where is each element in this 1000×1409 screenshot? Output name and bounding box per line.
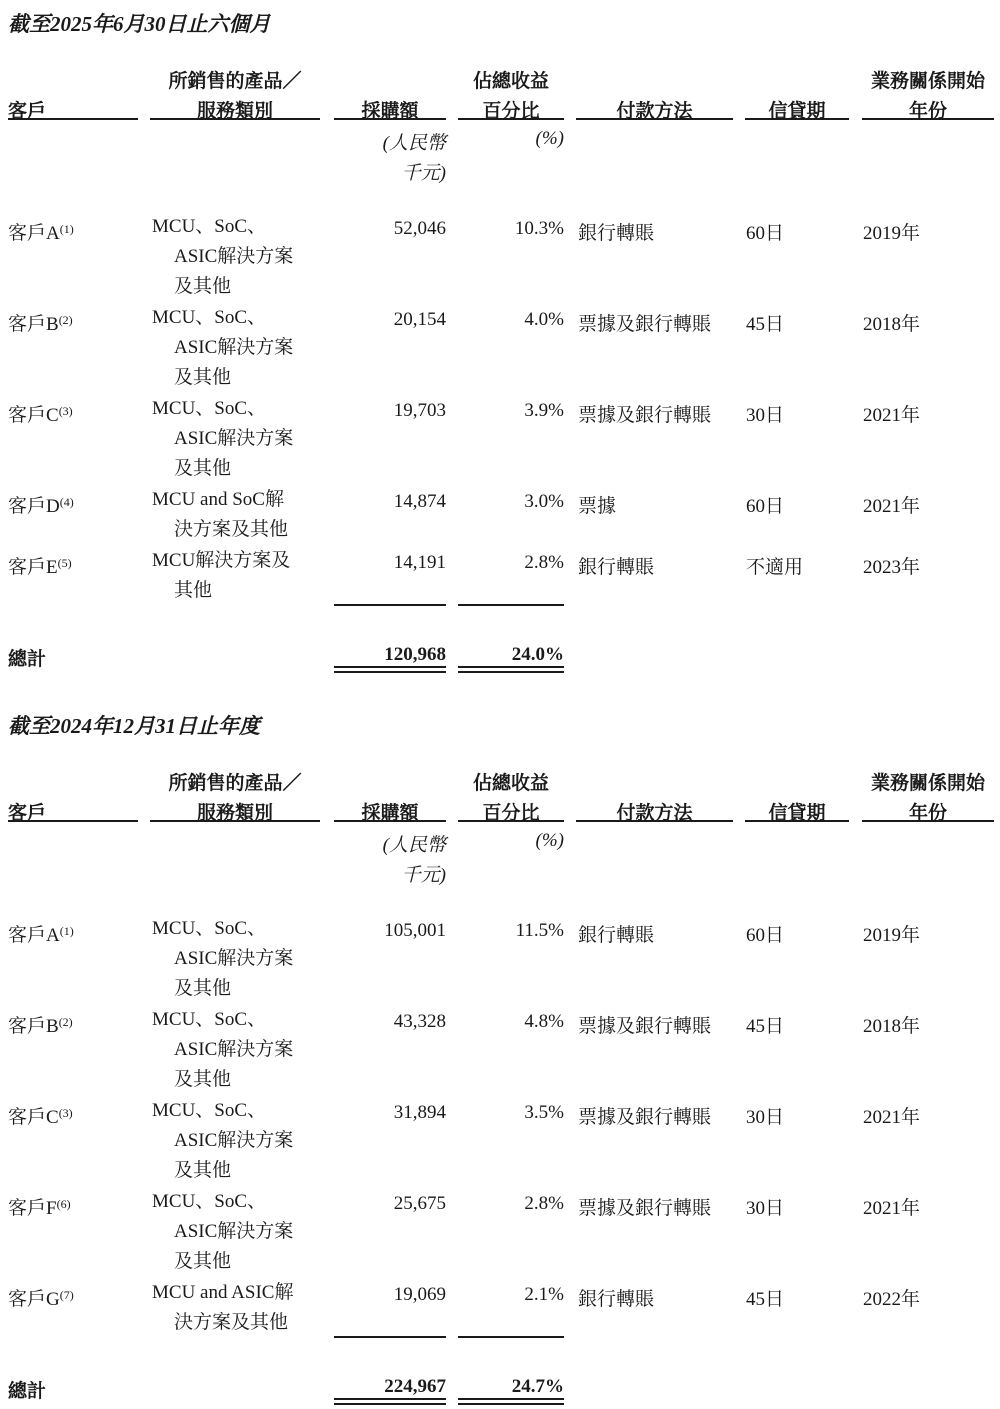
payment-method: 票據及銀行轉賬 <box>578 405 712 426</box>
customer-label: 客戶C <box>8 405 59 426</box>
footnote-ref[interactable]: (2) <box>58 313 73 327</box>
customer-name <box>8 1011 73 1038</box>
unit-percentage: (%) <box>535 128 564 149</box>
total-percentage: 24.0% <box>511 644 564 665</box>
purchase-amount: 19,703 <box>393 400 446 421</box>
credit-period: 60日 <box>746 496 785 517</box>
footnote-ref[interactable]: (6) <box>56 1197 71 1211</box>
header-credit-period: 信貸期 <box>768 803 826 824</box>
total-amount: 120,968 <box>384 644 446 665</box>
subtotal-rule <box>334 604 446 606</box>
header-rule <box>334 118 446 120</box>
unit-purchase: 千元) <box>401 865 446 886</box>
header-credit-period: 信貸期 <box>768 101 826 122</box>
purchase-amount: 43,328 <box>393 1011 446 1032</box>
relationship-start-year: 2021年 <box>863 405 921 426</box>
header-relationship-start: 年份 <box>908 803 947 824</box>
header-relationship-start: 業務關係開始 <box>870 773 985 794</box>
revenue-percentage: 3.0% <box>524 491 564 512</box>
payment-method: 票據及銀行轉賬 <box>578 1016 712 1037</box>
customer-name <box>8 218 74 245</box>
footnote-ref[interactable]: (2) <box>58 1015 73 1029</box>
header-percentage: 百分比 <box>482 803 540 824</box>
category-line: ASIC解決方案 <box>174 1130 294 1151</box>
header-customer: 客戶 <box>8 803 47 824</box>
category-line: 決方案及其他 <box>174 519 289 540</box>
footnote-ref[interactable]: (7) <box>59 1288 74 1302</box>
revenue-percentage: 3.9% <box>524 400 564 421</box>
header-rule <box>458 118 564 120</box>
product-category <box>152 1005 293 1095</box>
footnote-ref[interactable]: (4) <box>59 495 74 509</box>
header-rule <box>576 820 733 822</box>
header-relationship-start: 年份 <box>908 101 947 122</box>
payment-method: 銀行轉賬 <box>578 557 655 578</box>
payment-method: 銀行轉賬 <box>578 1289 655 1310</box>
footnote-ref[interactable]: (1) <box>59 924 74 938</box>
header-customer: 客戶 <box>8 101 47 122</box>
customer-name <box>8 1102 73 1129</box>
customer-label: 客戶A <box>8 223 60 244</box>
purchase-amount: 20,154 <box>393 309 446 330</box>
customer-name <box>8 1193 71 1220</box>
payment-method: 銀行轉賬 <box>578 925 655 946</box>
header-percentage: 百分比 <box>482 101 540 122</box>
revenue-percentage: 2.1% <box>524 1284 564 1305</box>
relationship-start-year: 2018年 <box>863 314 921 335</box>
header-rule <box>745 118 849 120</box>
category-line: MCU、SoC、 <box>152 918 267 939</box>
unit-purchase: 千元) <box>401 163 446 184</box>
category-line: ASIC解決方案 <box>174 1221 294 1242</box>
credit-period: 不適用 <box>746 557 804 578</box>
customer-name <box>8 309 73 336</box>
product-category <box>152 1096 293 1186</box>
credit-period: 45日 <box>746 1289 785 1310</box>
customer-label: 客戶B <box>8 1016 59 1037</box>
unit-purchase: (人民幣 <box>382 835 446 856</box>
category-line: MCU and ASIC解 <box>152 1282 294 1303</box>
category-line: MCU and SoC解 <box>152 489 284 510</box>
product-category <box>152 1278 293 1338</box>
category-line: MCU、SoC、 <box>152 1191 267 1212</box>
payment-method: 票據及銀行轉賬 <box>578 314 712 335</box>
payment-method: 票據 <box>578 496 617 517</box>
category-line: 及其他 <box>174 1069 232 1090</box>
header-rule <box>150 820 320 822</box>
header-category: 服務類別 <box>196 803 273 824</box>
header-purchase-amount: 採購額 <box>361 101 419 122</box>
unit-purchase: (人民幣 <box>382 133 446 154</box>
customer-label: 客戶D <box>8 496 60 517</box>
relationship-start-year: 2023年 <box>863 557 921 578</box>
customer-name <box>8 1284 74 1311</box>
total-double-rule <box>334 1398 446 1405</box>
total-double-rule <box>334 666 446 673</box>
product-category <box>152 485 288 545</box>
category-line: ASIC解決方案 <box>174 428 294 449</box>
revenue-percentage: 3.5% <box>524 1102 564 1123</box>
total-label: 總計 <box>8 649 47 670</box>
header-purchase-amount: 採購額 <box>361 803 419 824</box>
payment-method: 銀行轉賬 <box>578 223 655 244</box>
customer-label: 客戶F <box>8 1198 57 1219</box>
customer-label: 客戶B <box>8 314 59 335</box>
purchase-amount: 19,069 <box>393 1284 446 1305</box>
revenue-percentage: 11.5% <box>515 920 564 941</box>
credit-period: 60日 <box>746 223 785 244</box>
customer-name <box>8 920 74 947</box>
subtotal-rule <box>458 1336 564 1338</box>
total-double-rule <box>458 1398 564 1405</box>
category-line: MCU、SoC、 <box>152 398 267 419</box>
total-double-rule <box>458 666 564 673</box>
category-line: 及其他 <box>174 458 232 479</box>
header-rule <box>150 118 320 120</box>
header-rule <box>576 118 733 120</box>
credit-period: 45日 <box>746 314 785 335</box>
category-line: MCU、SoC、 <box>152 216 267 237</box>
revenue-percentage: 4.0% <box>524 309 564 330</box>
credit-period: 30日 <box>746 1198 785 1219</box>
header-rule <box>8 820 138 822</box>
section-title: 截至2025年6月30日止六個月 <box>8 12 271 36</box>
payment-method: 票據及銀行轉賬 <box>578 1198 712 1219</box>
relationship-start-year: 2019年 <box>863 925 921 946</box>
purchase-amount: 105,001 <box>384 920 446 941</box>
revenue-percentage: 4.8% <box>524 1011 564 1032</box>
credit-period: 30日 <box>746 1107 785 1128</box>
footnote-ref[interactable]: (3) <box>58 1106 73 1120</box>
product-category <box>152 1187 293 1277</box>
category-line: 及其他 <box>174 1251 232 1272</box>
header-category: 所銷售的產品／ <box>168 773 302 794</box>
unit-percentage: (%) <box>535 830 564 851</box>
header-percentage: 佔總收益 <box>472 71 549 92</box>
category-line: ASIC解決方案 <box>174 1039 294 1060</box>
credit-period: 30日 <box>746 405 785 426</box>
category-line: 其他 <box>174 580 213 601</box>
category-line: 及其他 <box>174 276 232 297</box>
product-category <box>152 303 293 393</box>
customer-name <box>8 552 72 579</box>
total-amount: 224,967 <box>384 1376 446 1397</box>
category-line: ASIC解決方案 <box>174 948 294 969</box>
footnote-ref[interactable]: (1) <box>59 222 74 236</box>
category-line: ASIC解決方案 <box>174 246 294 267</box>
total-percentage: 24.7% <box>511 1376 564 1397</box>
header-percentage: 佔總收益 <box>472 773 549 794</box>
category-line: ASIC解決方案 <box>174 337 294 358</box>
relationship-start-year: 2022年 <box>863 1289 921 1310</box>
customer-label: 客戶E <box>8 557 58 578</box>
customer-name <box>8 400 73 427</box>
relationship-start-year: 2019年 <box>863 223 921 244</box>
purchase-amount: 52,046 <box>393 218 446 239</box>
header-rule <box>458 820 564 822</box>
payment-method: 票據及銀行轉賬 <box>578 1107 712 1128</box>
product-category <box>152 914 293 1004</box>
relationship-start-year: 2021年 <box>863 1198 921 1219</box>
customer-name <box>8 491 74 518</box>
product-category <box>152 212 293 302</box>
header-payment-method: 付款方法 <box>616 101 693 122</box>
category-line: 及其他 <box>174 367 232 388</box>
purchase-amount: 14,191 <box>393 552 446 573</box>
purchase-amount: 14,874 <box>393 491 446 512</box>
category-line: MCU解決方案及 <box>152 550 291 571</box>
header-category: 所銷售的產品／ <box>168 71 302 92</box>
revenue-percentage: 10.3% <box>514 218 564 239</box>
header-rule <box>862 118 994 120</box>
credit-period: 45日 <box>746 1016 785 1037</box>
product-category <box>152 546 290 606</box>
category-line: MCU、SoC、 <box>152 1100 267 1121</box>
category-line: MCU、SoC、 <box>152 1009 267 1030</box>
total-label: 總計 <box>8 1381 47 1402</box>
header-payment-method: 付款方法 <box>616 803 693 824</box>
subtotal-rule <box>458 604 564 606</box>
customer-label: 客戶C <box>8 1107 59 1128</box>
relationship-start-year: 2018年 <box>863 1016 921 1037</box>
category-line: 決方案及其他 <box>174 1312 289 1333</box>
category-line: 及其他 <box>174 1160 232 1181</box>
section-title: 截至2024年12月31日止年度 <box>8 714 260 738</box>
header-rule <box>862 820 994 822</box>
revenue-percentage: 2.8% <box>524 552 564 573</box>
header-rule <box>334 820 446 822</box>
product-category <box>152 394 293 484</box>
header-rule <box>8 118 138 120</box>
credit-period: 60日 <box>746 925 785 946</box>
footnote-ref[interactable]: (3) <box>58 404 73 418</box>
category-line: MCU、SoC、 <box>152 307 267 328</box>
revenue-percentage: 2.8% <box>524 1193 564 1214</box>
footnote-ref[interactable]: (5) <box>57 556 72 570</box>
customer-label: 客戶A <box>8 925 60 946</box>
relationship-start-year: 2021年 <box>863 496 921 517</box>
customer-label: 客戶G <box>8 1289 60 1310</box>
subtotal-rule <box>334 1336 446 1338</box>
header-rule <box>745 820 849 822</box>
purchase-amount: 31,894 <box>393 1102 446 1123</box>
purchase-amount: 25,675 <box>393 1193 446 1214</box>
category-line: 及其他 <box>174 978 232 999</box>
relationship-start-year: 2021年 <box>863 1107 921 1128</box>
header-category: 服務類別 <box>196 101 273 122</box>
header-relationship-start: 業務關係開始 <box>870 71 985 92</box>
